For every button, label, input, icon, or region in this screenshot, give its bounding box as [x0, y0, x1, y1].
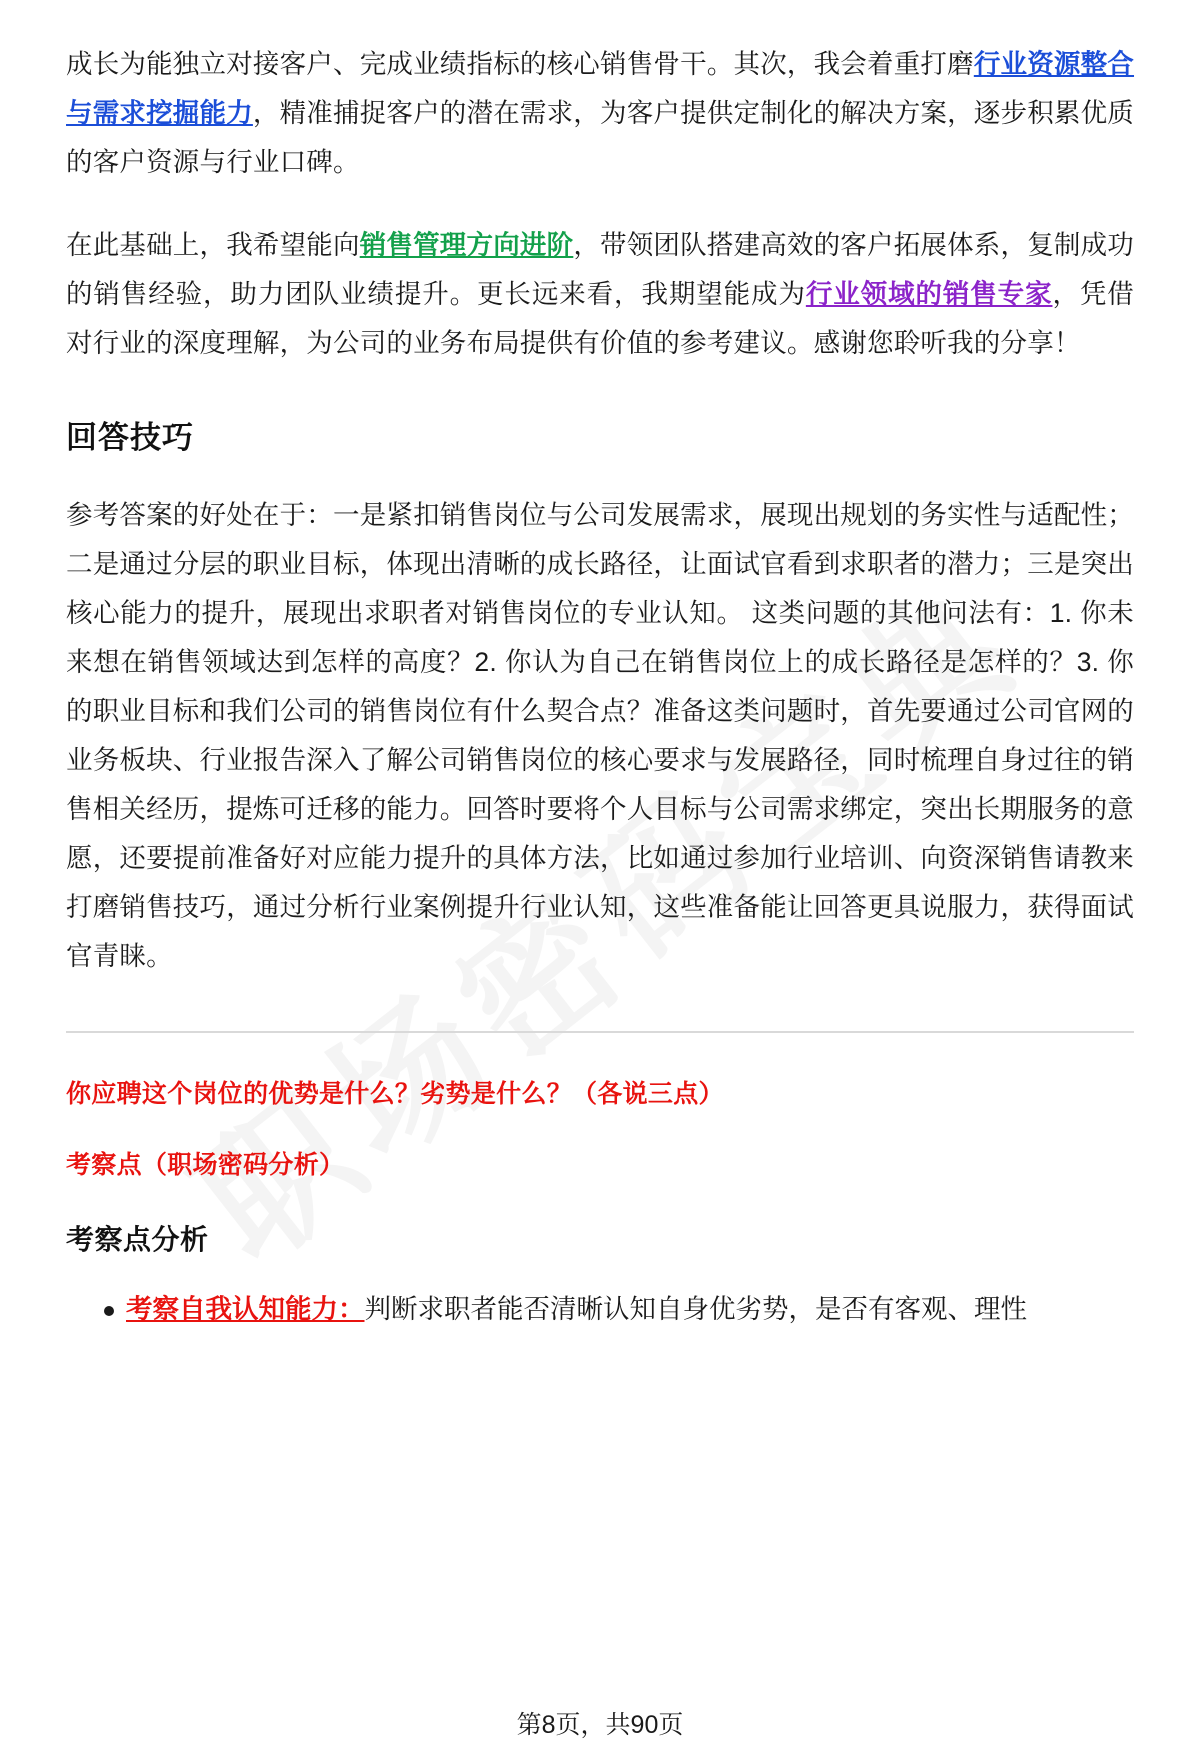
paragraph-1-segment-2: ，精准捕捉客户的潜在需求，为客户提供定制化的解决方案，逐步积累优质的客户资源与行业口碑。: [66, 98, 1135, 178]
paragraph-answer-tips-body: 参考答案的好处在于：一是紧扣销售岗位与公司发展需求，展现出规划的务实性与适配性；二是通过分层的职业目标，体现出清晰的成长路径，让面试官看到求职者的潜力；三是突出核心能力的提升，展现出求职者对销售岗位的专业认知。 这类问题的其他问法有：1. 你未来想在销售领域达到怎样的高度？2. 你认为自己在销售岗位上的成长路径是怎样的？3. 你的职业目标和我们公司的销售岗位有什么契合点？准备这类问题时，首先要通过公司官网的业务板块、行业报告深入了解公司销售岗位的核心要求与发展路径，同时梳理自身过往的销售相关经历，提炼可迁移的能力。回答时要将个人目标与公司需求绑定，突出长期服务的意愿，还要提前准备好对应能力提升的具体方法，比如通过参加行业培训、向资深销售请教来打磨销售技巧，通过分析行业案例提升行业认知，这些准备能让回答更具说服力，获得面试官青睐。: [66, 500, 1134, 972]
section-heading-assessment-analysis: 考察点分析: [66, 1224, 209, 1256]
section-heading-answer-tips: 回答技巧: [66, 420, 194, 456]
assessment-bullet-list: [66, 1286, 1134, 1334]
paragraph-2-segment-3: ，凭借对行业的深度理解，为公司的业务布局提供有价值的参考建议。感谢您聆听我的分享！: [66, 279, 1134, 359]
list-item: [104, 1286, 1134, 1334]
highlight-sales-management: 销售管理方向进阶: [359, 230, 574, 261]
paragraph-2-segment-1: 在此基础上，我希望能向: [66, 230, 360, 261]
bullet-text-self-awareness: 判断求职者能否清晰认知自身优劣势，是否有客观、理性: [364, 1294, 1027, 1325]
question-title: 你应聘这个岗位的优势是什么？劣势是什么？（各说三点）: [66, 1080, 724, 1109]
page-footer: 第8页，共90页: [516, 1711, 684, 1739]
paragraph-sales-management: [66, 221, 1134, 368]
paragraph-2-segment-2: ，带领团队搭建高效的客户拓展体系，复制成功的销售经验，助力团队业绩提升。更长远来看，我期望能成为: [66, 230, 1135, 310]
bullet-label-self-awareness: 考察自我认知能力：: [126, 1294, 365, 1325]
section-divider: [66, 1031, 1134, 1033]
paragraph-1-segment-1: 成长为能独立对接客户、完成业绩指标的核心销售骨干。其次，我会着重打磨: [66, 49, 974, 79]
highlight-industry-expert: 行业领域的销售专家: [805, 279, 1053, 310]
question-subtitle: 考察点（职场密码分析）: [66, 1150, 345, 1179]
paragraph-career-growth: [66, 40, 1134, 187]
highlight-industry-resource: 行业资源整合与需求挖掘能力: [66, 49, 1135, 129]
